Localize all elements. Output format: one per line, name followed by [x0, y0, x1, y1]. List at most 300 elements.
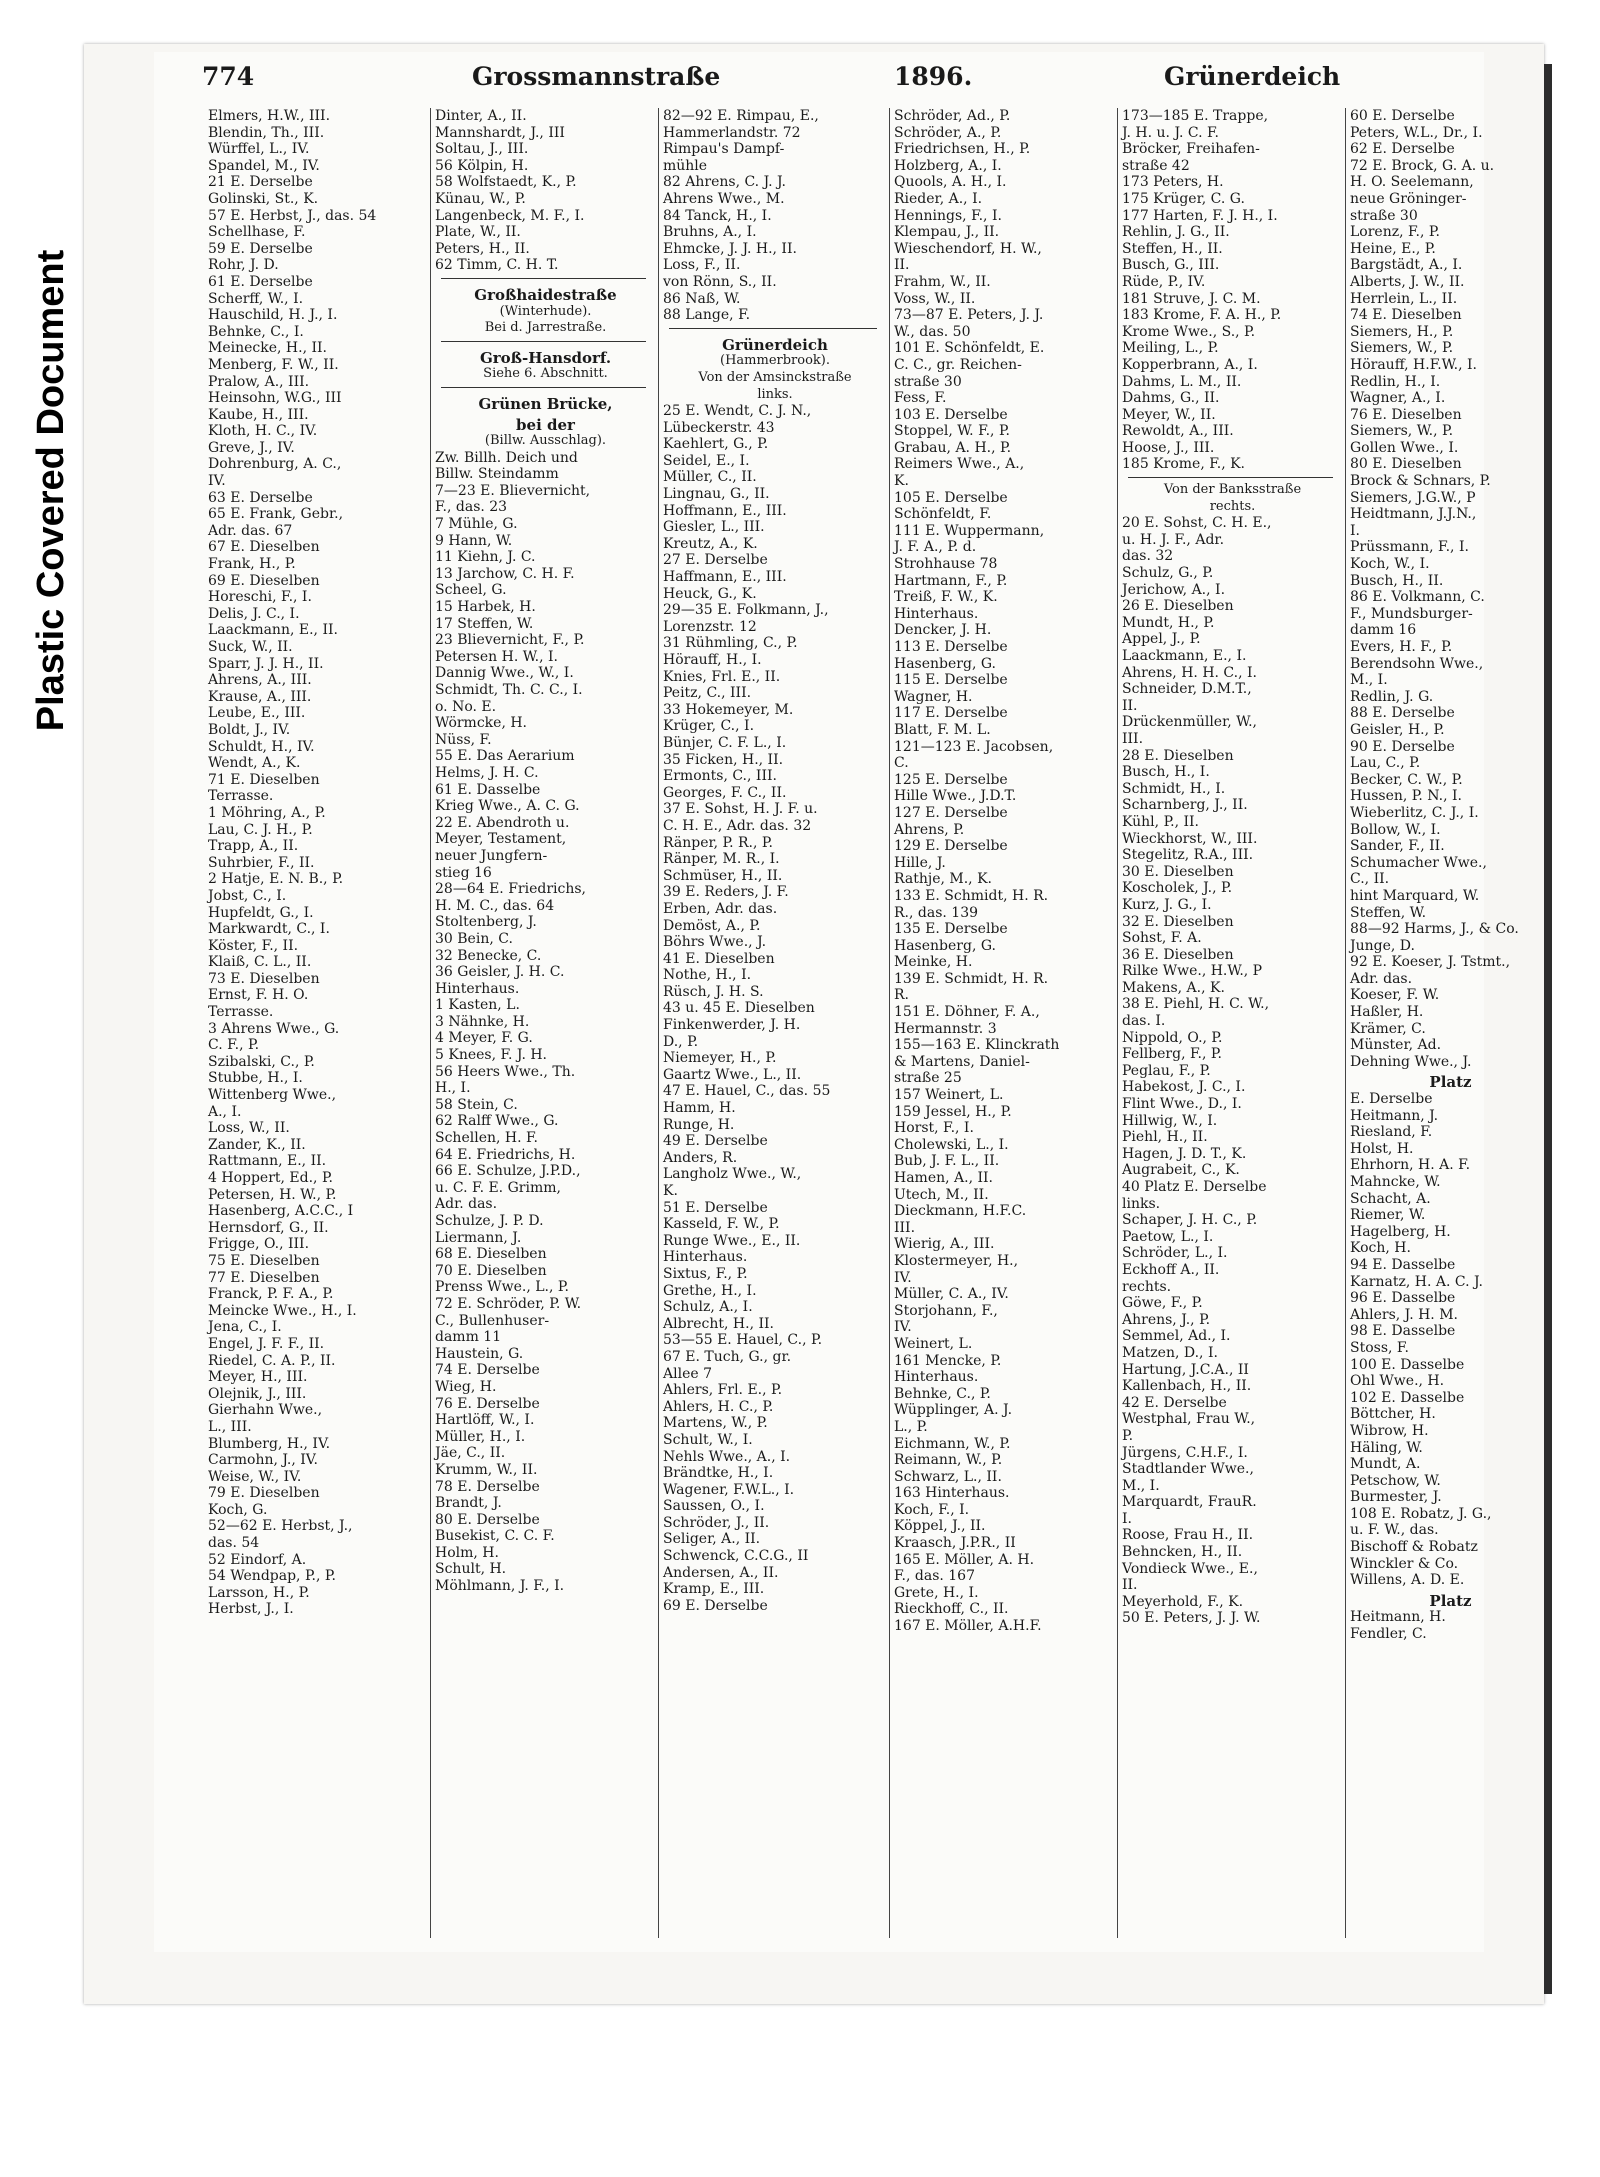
directory-entry: Hauschild, H. J., I.	[208, 307, 338, 324]
directory-entry: J. H. u. J. C. F.	[1122, 124, 1219, 141]
directory-entry: Hammerlandstr. 72	[663, 124, 801, 141]
directory-entry: damm 16	[1350, 622, 1417, 639]
directory-entry: 135 E. Derselbe	[894, 921, 1008, 938]
directory-entry: Klempau, J., II.	[894, 224, 1000, 241]
directory-entry: Ränper, M. R., I.	[663, 851, 780, 868]
directory-entry: 61 E. Dasselbe	[435, 781, 541, 798]
directory-entry: 175 Krüger, C. G.	[1122, 190, 1245, 207]
directory-entry: Haustein, G.	[435, 1345, 524, 1362]
directory-entry: 13 Jarchow, C. H. F.	[435, 565, 575, 582]
directory-entry: 88—92 Harms, J., & Co.	[1350, 921, 1519, 938]
directory-entry: 117 E. Derselbe	[894, 705, 1008, 722]
directory-entry: 88 Lange, F.	[663, 307, 751, 324]
directory-entry: Albrecht, H., II.	[663, 1315, 774, 1332]
directory-entry: Heinsohn, W.G., III	[208, 390, 342, 407]
directory-entry: Holm, H.	[435, 1544, 499, 1561]
directory-entry: Ohl Wwe., H.	[1350, 1373, 1445, 1390]
directory-entry: 32 E. Dieselben	[1122, 913, 1234, 930]
directory-entry: 58 Wolfstaedt, K., P.	[435, 174, 577, 191]
directory-entry: III.	[1122, 730, 1144, 747]
directory-entry: Soltau, J., III.	[435, 141, 529, 158]
directory-entry: 7—23 E. Blievernicht,	[435, 482, 591, 499]
directory-entry: neue Gröninger-	[1350, 190, 1467, 207]
directory-entry: Prenss Wwe., L., P.	[435, 1279, 569, 1296]
directory-entry: Petschow, W.	[1350, 1472, 1441, 1489]
directory-entry: R.	[894, 987, 909, 1004]
directory-entry: 139 E. Schmidt, H. R.	[894, 970, 1049, 987]
directory-entry: das. 32	[1122, 548, 1174, 565]
directory-entry: Redlin, H., I.	[1350, 373, 1441, 390]
directory-entry: 111 E. Wuppermann,	[894, 522, 1045, 539]
directory-entry: Dahms, G., II.	[1122, 390, 1220, 407]
directory-entry: Kopperbrann, A., I.	[1122, 356, 1258, 373]
directory-entry: Markwardt, C., I.	[208, 921, 330, 938]
directory-entry: Kreutz, A., K.	[663, 535, 758, 552]
street-heading: Großhaidestraße	[474, 285, 617, 304]
street-heading: bei der	[516, 415, 575, 434]
directory-entry: Sparr, J. J. H., II.	[208, 655, 324, 672]
directory-entry: Engel, J. F. F., II.	[208, 1335, 325, 1352]
directory-entry: Fess, F.	[894, 390, 947, 407]
directory-entry: das. 54	[208, 1535, 260, 1552]
directory-entry: Lübeckerstr. 43	[663, 419, 775, 436]
street-subheading: (Hammerbrook).	[720, 353, 830, 369]
directory-entry: Hörauff, H.F.W., I.	[1350, 356, 1477, 373]
directory-entry: Siemers, W., P.	[1350, 340, 1454, 357]
directory-entry: Meyer, W., II.	[1122, 406, 1216, 423]
directory-entry: IV.	[208, 473, 226, 490]
directory-entry: Giesler, L., III.	[663, 519, 765, 536]
directory-entry: 76 E. Derselbe	[435, 1395, 540, 1412]
directory-entry: 30 Bein, C.	[435, 930, 513, 947]
directory-entry: Riedel, C. A. P., II.	[208, 1352, 336, 1369]
directory-entry: 80 E. Dieselben	[1350, 456, 1462, 473]
directory-entry: 2 Hatje, E. N. B., P.	[208, 871, 344, 888]
directory-entry: 80 E. Derselbe	[435, 1511, 540, 1528]
directory-entry: Greve, J., IV.	[208, 439, 295, 456]
directory-entry: C.	[894, 755, 909, 772]
directory-entry: Mundt, A.	[1350, 1456, 1421, 1473]
directory-entry: Strohhause 78	[894, 556, 998, 573]
directory-entry: 105 E. Derselbe	[894, 489, 1008, 506]
directory-entry: Hasenberg, A.C.C., I	[208, 1203, 354, 1220]
directory-entry: 11 Kiehn, J. C.	[435, 549, 536, 566]
directory-entry: Loss, W., II.	[208, 1120, 290, 1137]
directory-entry: IV.	[894, 1319, 912, 1336]
directory-entry: Meyer, H., III.	[208, 1369, 308, 1386]
directory-entry: 82 Ahrens, C. J. J.	[663, 174, 786, 191]
directory-entry: Riesland, F.	[1350, 1124, 1433, 1141]
directory-entry: 58 Stein, C.	[435, 1096, 518, 1113]
directory-entry: C., Bullenhuser-	[435, 1312, 550, 1329]
directory-entry: 30 E. Dieselben	[1122, 863, 1234, 880]
directory-entry: das. I.	[1122, 1013, 1166, 1030]
directory-entry: Roose, Frau H., II.	[1122, 1527, 1254, 1544]
directory-entry: Mannshardt, J., III	[435, 124, 565, 141]
directory-entry: Wagner, H.	[894, 688, 973, 705]
directory-entry: Kallenbach, H., II.	[1122, 1378, 1252, 1395]
directory-entry: Utech, M., II.	[894, 1186, 989, 1203]
directory-entry: 29—35 E. Folkmann, J.,	[663, 602, 829, 619]
directory-entry: Winckler & Co.	[1350, 1555, 1459, 1572]
left-street-title: Grossmannstraße	[472, 62, 721, 91]
directory-entry: 66 E. Schulze, J.P.D.,	[435, 1163, 581, 1180]
directory-entry: Treiß, F. W., K.	[894, 589, 998, 606]
directory-entry: Berendsohn Wwe.,	[1350, 655, 1484, 672]
directory-entry: Pralow, A., III.	[208, 373, 310, 390]
directory-entry: 23 Blievernicht, F., P.	[435, 632, 585, 649]
directory-entry: Redlin, J. G.	[1350, 688, 1434, 705]
directory-entry: Geisler, H., P.	[1350, 721, 1445, 738]
directory-entry: Hamen, A., II.	[894, 1170, 994, 1186]
directory-entry: Horeschi, F., I.	[208, 589, 312, 606]
directory-entry: 72 E. Brock, G. A. u.	[1350, 157, 1495, 174]
directory-entry: 76 E. Dieselben	[1350, 406, 1462, 423]
directory-entry: Rohr, J. D.	[208, 257, 279, 274]
directory-entry: Holst, H.	[1350, 1140, 1414, 1157]
directory-entry: Scheel, G.	[435, 582, 507, 599]
directory-entry: Böttcher, H.	[1350, 1406, 1436, 1423]
directory-entry: Szibalski, C., P.	[208, 1053, 315, 1070]
directory-entry: L., III.	[208, 1418, 252, 1435]
directory-entry: Karnatz, H. A. C. J.	[1350, 1273, 1483, 1290]
directory-entry: Ahrens, J., P.	[1122, 1311, 1211, 1328]
directory-entry: 28—64 E. Friedrichs,	[435, 881, 586, 898]
directory-entry: Lau, C., P.	[1350, 755, 1421, 772]
directory-entry: Kurz, J. G., I.	[1122, 896, 1212, 913]
directory-entry: Klaiß, C. L., II.	[208, 954, 312, 971]
directory-entry: Peglau, F., P.	[1122, 1062, 1211, 1079]
directory-entry: Meyer, Testament,	[435, 831, 567, 848]
page-number: 774	[202, 62, 255, 91]
directory-entry: stieg 16	[435, 864, 492, 881]
directory-entry: Dohrenburg, A. C.,	[208, 456, 342, 473]
directory-entry: 50 E. Peters, J. J. W.	[1122, 1610, 1261, 1627]
directory-entry: Willens, A. D. E.	[1350, 1572, 1465, 1589]
directory-entry: Möhlmann, J. F., I.	[435, 1578, 565, 1595]
directory-entry: Georges, F. C., II.	[663, 784, 787, 801]
directory-entry: K.	[894, 473, 909, 490]
directory-entry: Siemers, W., P.	[1350, 423, 1454, 440]
directory-entry: Schmidt, H., I.	[1122, 780, 1226, 797]
directory-entry: Würffel, L., IV.	[208, 141, 310, 158]
directory-entry: 1 Kasten, L.	[435, 997, 520, 1014]
directory-entry: 63 E. Derselbe	[208, 489, 313, 506]
directory-entry: rechts.	[1122, 1278, 1172, 1295]
directory-entry: Terrasse.	[208, 1004, 274, 1021]
directory-entry: Loss, F., II.	[663, 257, 741, 274]
directory-entry: Schult, H.	[435, 1561, 507, 1578]
scanned-sheet	[84, 44, 1544, 2004]
directory-entry: & Martens, Daniel-	[894, 1053, 1030, 1070]
directory-entry: Kraasch, J.P.R., II	[894, 1535, 1016, 1552]
directory-entry: 41 E. Dieselben	[663, 950, 775, 967]
directory-entry: Kloth, H. C., IV.	[208, 423, 318, 440]
directory-entry: F., das. 23	[435, 499, 508, 516]
directory-entry: 86 Naß, W.	[663, 290, 741, 307]
directory-entry: Ahlers, Frl. E., P.	[663, 1382, 783, 1399]
directory-entry: Koeser, F. W.	[1350, 987, 1440, 1004]
directory-entry: Reimann, W., P.	[894, 1452, 1003, 1469]
directory-entry: Becker, C. W., P.	[1350, 771, 1463, 788]
directory-entry: Wittenberg Wwe.,	[208, 1087, 337, 1104]
directory-entry: I.	[1350, 522, 1360, 539]
directory-entry: 75 E. Dieselben	[208, 1252, 320, 1269]
directory-entry: Schwenck, C.C.G., II	[663, 1548, 809, 1565]
directory-entry: Schneider, D.M.T.,	[1122, 681, 1252, 698]
directory-entry: H., I.	[435, 1080, 471, 1097]
directory-entry: Laackmann, E., I.	[1122, 648, 1247, 664]
directory-entry: Piehl, H., II.	[1122, 1129, 1208, 1146]
directory-entry: 90 E. Derselbe	[1350, 738, 1455, 755]
directory-entry: Müller, H., I.	[435, 1428, 526, 1445]
directory-entry: 1 Möhring, A., P.	[208, 804, 326, 821]
directory-entry: 43 u. 45 E. Dieselben	[663, 1000, 815, 1017]
street-heading: Grünen Brücke,	[478, 394, 613, 413]
directory-entry: Blatt, F. M. L.	[894, 721, 991, 738]
directory-entry: Drückenmüller, W.,	[1122, 714, 1257, 731]
directory-entry: Ränper, P. R., P.	[663, 834, 773, 851]
directory-entry: Augrabeit, C., K.	[1122, 1162, 1240, 1179]
directory-entry: 31 Rühmling, C., P.	[663, 635, 798, 652]
directory-entry: 155—163 E. Klinckrath	[894, 1037, 1060, 1054]
directory-entry: Wagner, A., I.	[1350, 390, 1446, 407]
directory-entry: 159 Jessel, H., P.	[894, 1103, 1012, 1120]
directory-entry: 9 Hann, W.	[435, 532, 513, 549]
directory-entry: Petersen H. W., I.	[435, 648, 558, 665]
street-heading: Platz	[1429, 1591, 1472, 1610]
directory-entry: L., P.	[894, 1418, 928, 1435]
directory-entry: Junge, D.	[1350, 937, 1415, 954]
directory-entry: Dieckmann, H.F.C.	[894, 1203, 1027, 1220]
directory-entry: Alberts, J. W., II.	[1350, 273, 1465, 290]
street-subheading: links.	[757, 386, 793, 402]
directory-entry: Krämer, C.	[1350, 1020, 1426, 1037]
directory-entry: mühle	[663, 157, 708, 174]
directory-entry: Suck, W., II.	[208, 639, 293, 655]
directory-entry: Kasseld, F. W., P.	[663, 1216, 780, 1233]
directory-entry: Finkenwerder, J. H.	[663, 1017, 801, 1034]
directory-entry: Horst, F., I.	[894, 1120, 974, 1137]
directory-entry: Andersen, A., II.	[663, 1564, 779, 1581]
directory-entry: Krause, A., III.	[208, 688, 312, 705]
directory-entry: Stegelitz, R.A., III.	[1122, 847, 1254, 864]
directory-entry: Schröder, L., I.	[1122, 1245, 1228, 1262]
directory-entry: 88 E. Derselbe	[1350, 705, 1455, 722]
directory-entry: Schröder, J., II.	[663, 1514, 770, 1531]
directory-entry: neuer Jungfern-	[435, 847, 548, 864]
directory-entry: R., das. 139	[894, 904, 979, 921]
column-divider	[669, 328, 877, 329]
directory-entry: 38 E. Piehl, H. C. W.,	[1122, 996, 1270, 1013]
directory-entry: Marquardt, FrauR.	[1122, 1494, 1257, 1511]
directory-entry: hint Marquard, W.	[1350, 887, 1480, 904]
directory-entry: Hoffmann, E., III.	[663, 502, 787, 519]
directory-entry: 61 E. Derselbe	[208, 273, 313, 290]
directory-entry: Schult, W., I.	[663, 1431, 753, 1448]
directory-column	[204, 108, 427, 1938]
directory-entry: Krome Wwe., S., P.	[1122, 323, 1256, 340]
directory-entry: 52—62 E. Herbst, J.,	[208, 1518, 353, 1535]
directory-entry: Zw. Billh. Deich und	[435, 449, 578, 466]
directory-entry: Evers, H. F., P.	[1350, 639, 1453, 655]
directory-entry: 78 E. Derselbe	[435, 1478, 540, 1495]
directory-entry: Schacht, A.	[1350, 1190, 1431, 1207]
directory-entry: Behnke, C., I.	[208, 323, 304, 340]
directory-entry: Ahlers, H. C., P.	[663, 1398, 774, 1415]
directory-entry: Wibrow, H.	[1350, 1422, 1429, 1439]
directory-entry: Demöst, A., P.	[663, 917, 761, 934]
directory-entry: Rathje, M., K.	[894, 871, 992, 888]
directory-entry: Ahlers, J. H. M.	[1350, 1306, 1458, 1323]
directory-entry: Runge Wwe., E., II.	[663, 1232, 801, 1249]
directory-entry: Müller, C., II.	[663, 469, 757, 486]
directory-entry: Billw. Steindamm	[435, 466, 559, 483]
directory-entry: 56 Kölpin, H.	[435, 157, 529, 174]
directory-entry: Heitmann, H.	[1350, 1609, 1446, 1626]
directory-entry: 22 E. Abendroth u.	[435, 814, 570, 831]
directory-entry: 127 E. Derselbe	[894, 804, 1008, 821]
directory-entry: 5 Knees, F. J. H.	[435, 1047, 548, 1064]
directory-entry: Klostermeyer, H.,	[894, 1252, 1019, 1269]
directory-entry: Wierig, A., III.	[894, 1236, 995, 1253]
directory-entry: Hupfeldt, G., I.	[208, 904, 314, 921]
directory-entry: Kühl, P., II.	[1122, 813, 1200, 830]
directory-entry: Sohst, F. A.	[1122, 930, 1202, 947]
directory-entry: Busch, H., II.	[1350, 572, 1444, 589]
directory-entry: Ahrens, P.	[894, 821, 965, 838]
column-divider	[441, 387, 646, 388]
directory-entry: Schaper, J. H. C., P.	[1122, 1212, 1258, 1229]
directory-entry: 62 Ralff Wwe., G.	[435, 1113, 559, 1130]
directory-entry: links.	[1122, 1195, 1161, 1212]
directory-entry: 181 Struve, J. C. M.	[1122, 290, 1261, 307]
directory-entry: Gollen Wwe., I.	[1350, 439, 1459, 456]
directory-entry: Schellen, H. F.	[435, 1130, 538, 1147]
directory-entry: Hasenberg, G.	[894, 937, 996, 954]
directory-entry: Stadtlander Wwe.,	[1122, 1461, 1254, 1478]
directory-entry: 69 E. Dieselben	[208, 572, 320, 589]
directory-entry: Hille, J.	[894, 854, 946, 871]
directory-entry: Hartmann, F., P.	[894, 572, 1008, 589]
directory-entry: Lingnau, G., II.	[663, 486, 770, 503]
directory-entry: 33 Hokemeyer, M.	[663, 701, 794, 718]
directory-entry: C. C., gr. Reichen-	[894, 356, 1022, 373]
street-subheading: rechts.	[1209, 498, 1256, 514]
directory-entry: M., I.	[1350, 672, 1388, 689]
directory-entry: Steffen, H., II.	[1122, 240, 1223, 257]
directory-entry: 102 E. Dasselbe	[1350, 1389, 1465, 1406]
directory-entry: Herbst, J., I.	[208, 1601, 294, 1618]
directory-entry: Koch, F., I.	[894, 1501, 970, 1518]
directory-entry: IV.	[894, 1269, 912, 1286]
directory-entry: Peters, W.L., Dr., I.	[1350, 124, 1483, 141]
directory-column	[1117, 108, 1343, 1938]
directory-entry: Lau, C. J. H., P.	[208, 821, 313, 838]
directory-entry: Sixtus, F., P.	[663, 1265, 748, 1282]
street-heading: Platz	[1429, 1073, 1472, 1092]
directory-entry: 72 E. Schröder, P. W.	[435, 1295, 582, 1312]
directory-entry: Paetow, L., I.	[1122, 1228, 1214, 1245]
directory-entry: Hinterhaus.	[663, 1249, 748, 1266]
directory-entry: Blendin, Th., III.	[208, 124, 325, 141]
directory-entry: Wendt, A., K.	[208, 755, 301, 772]
directory-entry: 27 E. Derselbe	[663, 552, 768, 569]
directory-entry: 74 E. Derselbe	[435, 1362, 540, 1379]
directory-entry: Schulz, A., I.	[663, 1299, 753, 1316]
directory-entry: Schröder, Ad., P.	[894, 108, 1011, 124]
directory-entry: 36 E. Dieselben	[1122, 946, 1234, 963]
directory-entry: Schellhase, F.	[208, 224, 306, 241]
directory-entry: Hinterhaus.	[894, 1369, 979, 1386]
directory-entry: Nothe, H., I.	[663, 967, 752, 984]
directory-entry: Appel, J., P.	[1122, 631, 1201, 648]
directory-entry: Busch, H., I.	[1122, 764, 1210, 781]
directory-entry: Sander, F., II.	[1350, 838, 1445, 855]
directory-entry: Peters, H., II.	[435, 240, 530, 257]
directory-entry: straße 30	[1350, 207, 1418, 224]
directory-entry: Plate, W., II.	[435, 224, 521, 241]
directory-entry: 67 E. Tuch, G., gr.	[663, 1348, 792, 1365]
directory-entry: Franck, P. F. A., P.	[208, 1286, 334, 1303]
directory-entry: Wörmcke, H.	[435, 715, 528, 732]
directory-entry: Meinke, H.	[894, 954, 973, 971]
directory-entry: Terrasse.	[208, 788, 274, 805]
directory-entry: Adr. das.	[1350, 970, 1413, 987]
directory-entry: Busekist, C. C. F.	[435, 1528, 555, 1545]
directory-entry: Dehning Wwe., J.	[1350, 1053, 1472, 1070]
directory-entry: Brändtke, H., I.	[663, 1465, 774, 1482]
directory-entry: Göwe, F., P.	[1122, 1295, 1203, 1312]
directory-entry: straße 42	[1122, 157, 1190, 174]
directory-column	[430, 108, 656, 1938]
directory-entry: Martens, W., P.	[663, 1415, 768, 1432]
directory-entry: 74 E. Dieselben	[1350, 307, 1462, 324]
directory-page	[154, 52, 1519, 1952]
directory-entry: Ahrens, H. H. C., I.	[1122, 664, 1257, 681]
directory-entry: Behncken, H., II.	[1122, 1544, 1243, 1561]
directory-entry: 62 E. Derselbe	[1350, 141, 1455, 158]
directory-entry: Dencker, J. H.	[894, 622, 992, 639]
directory-entry: Behnke, C., P.	[894, 1385, 991, 1402]
directory-entry: Ermonts, C., III.	[663, 768, 777, 785]
directory-entry: 84 Tanck, H., I.	[663, 207, 772, 224]
directory-entry: Wieg, H.	[435, 1378, 497, 1395]
directory-entry: 79 E. Dieselben	[208, 1485, 320, 1502]
directory-entry: Krieg Wwe., A. C. G.	[435, 798, 580, 815]
directory-entry: Hillwig, W., I.	[1122, 1112, 1218, 1129]
directory-entry: Weise, W., IV.	[208, 1468, 302, 1485]
directory-entry: Habekost, J. C., I.	[1122, 1079, 1246, 1096]
directory-entry: Reimers Wwe., A.,	[894, 456, 1025, 473]
directory-entry: Wieschendorf, H. W.,	[894, 240, 1042, 257]
directory-entry: 40 Platz E. Derselbe	[1122, 1179, 1267, 1195]
directory-entry: Lorenz, F., P.	[1350, 224, 1440, 241]
directory-entry: 163 Hinterhaus.	[894, 1485, 1010, 1502]
directory-entry: Delis, J. C., I.	[208, 605, 300, 622]
directory-entry: Hoose, J., III.	[1122, 439, 1215, 456]
directory-entry: Rüsch, J. H. S.	[663, 983, 764, 1000]
directory-entry: Petersen, H. W., P.	[208, 1186, 337, 1203]
directory-entry: Jobst, C., I.	[208, 887, 287, 904]
directory-entry: 65 E. Frank, Gebr.,	[208, 506, 344, 523]
directory-entry: Knies, Frl. E., II.	[663, 668, 781, 685]
directory-entry: Bruhns, A., I.	[663, 224, 757, 241]
column-divider	[441, 341, 646, 342]
directory-entry: Hinterhaus.	[435, 980, 520, 997]
directory-entry: Larsson, H., P.	[208, 1584, 310, 1601]
directory-entry: 69 E. Derselbe	[663, 1597, 768, 1614]
